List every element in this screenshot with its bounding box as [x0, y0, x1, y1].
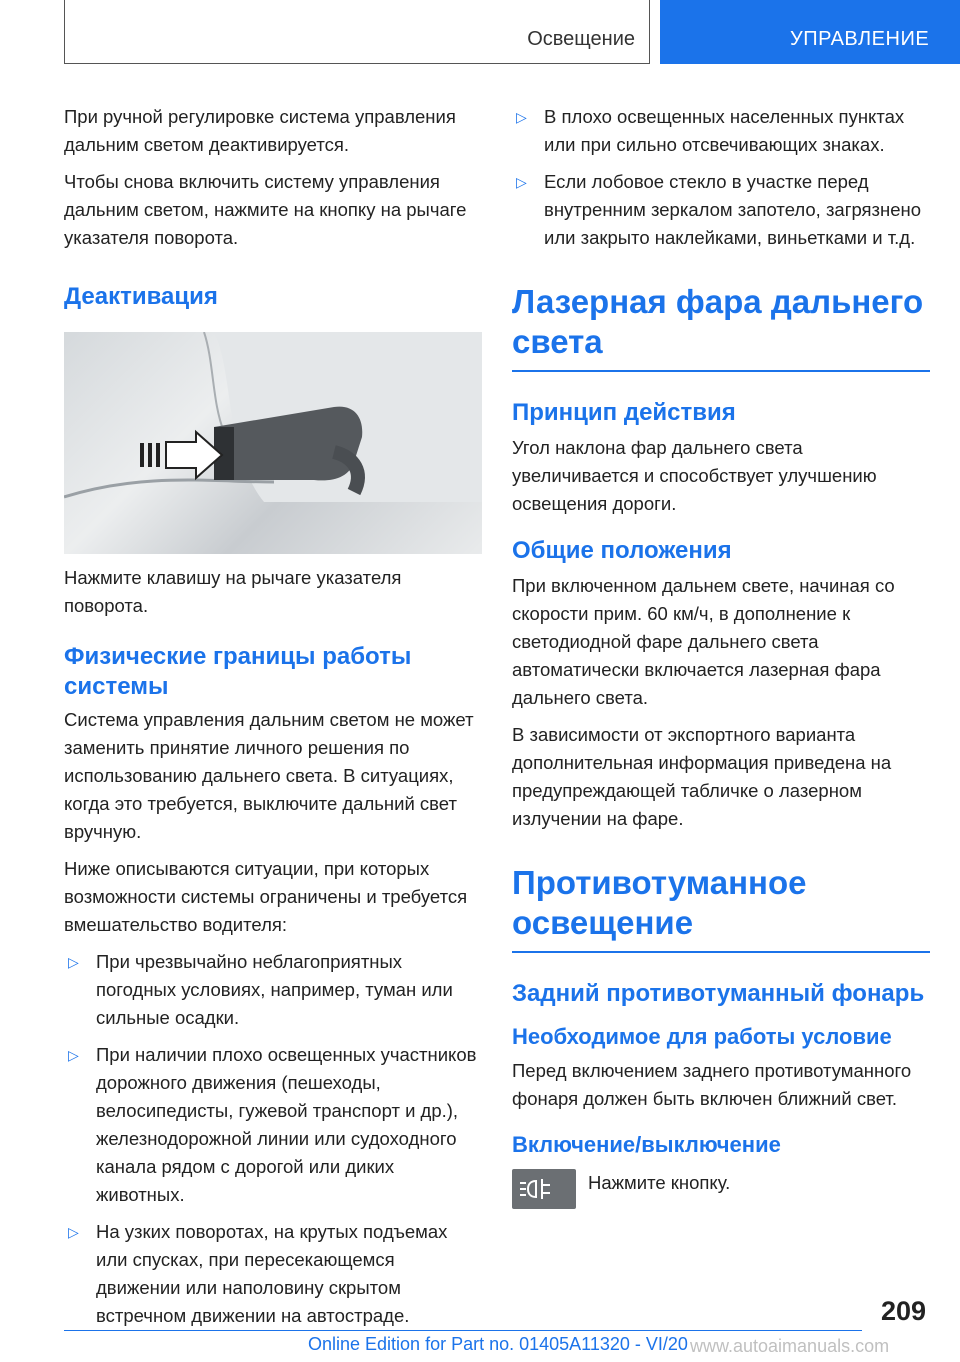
heading-general: Общие положения — [512, 537, 732, 564]
heading-condition: Необходимое для работы условие — [512, 1024, 892, 1049]
triangle-right-icon: ▷ — [516, 109, 527, 125]
footer-edition: Online Edition for Part no. 01405A11320 - VI/20 — [308, 1334, 688, 1354]
left-column — [64, 103, 482, 1339]
photo-caption: Нажмите клавишу на рычаге указателя поворота. — [64, 567, 402, 616]
list-item: ▷ Если лобовое стекло в участке перед внутренним зеркалом запотело, загрязнено или закрыто наклейками, виньетками и т.д. — [512, 168, 930, 252]
paragraph: Чтобы снова включить систему управления дальним светом, нажмите на кнопку на рычаге указателя поворота. — [64, 171, 467, 248]
footer-rule — [64, 1330, 862, 1331]
triangle-right-icon: ▷ — [68, 954, 79, 970]
paragraph: Угол наклона фар дальнего света увеличивается и способствует улучшению освещения дороги. — [512, 437, 877, 514]
list-item: ▷ При чрезвычайно неблагоприятных погодных условиях, например, туман или сильные осадки. — [64, 948, 482, 1032]
header-section-title: Освещение — [527, 28, 635, 50]
lever-illustration — [64, 332, 482, 554]
rear-fog-lamp-icon — [512, 1169, 576, 1209]
triangle-right-icon: ▷ — [68, 1224, 79, 1240]
header-chapter-title: УПРАВЛЕНИЕ — [790, 28, 930, 50]
heading-fog-lighting: Противотуманное освещение — [512, 863, 930, 953]
right-column — [512, 103, 930, 1209]
triangle-right-icon: ▷ — [516, 174, 527, 190]
rear-fog-lamp-button — [512, 1169, 576, 1209]
triangle-right-icon: ▷ — [68, 1047, 79, 1063]
fog-button-row — [512, 1169, 930, 1209]
heading-rear-fog-lamp: Задний противотуманный фонарь — [512, 980, 925, 1007]
limits-list — [64, 948, 482, 1330]
list-item: ▷ На узких поворотах, на крутых подъемах или спусках, при пересекающемся движении или наполовину скрытом встречном движении на автостраде. — [64, 1218, 482, 1330]
heading-principle: Принцип действия — [512, 399, 736, 426]
list-item: ▷ В плохо освещенных населенных пунктах или при сильно отсвечивающих знаках. — [512, 103, 930, 159]
list-item: ▷ При наличии плохо освещенных участников дорожного движения (пешеходы, велосипедисты, гужевой транспорт и др.), железнодорожной линии или судоходного канала рядом с дорогой или диких животных. — [64, 1041, 482, 1209]
paragraph: Перед включением заднего противотуманного фонаря должен быть включен ближний свет. — [512, 1060, 912, 1109]
header-section-tab — [64, 0, 650, 64]
paragraph: Система управления дальним светом не может заменить принятие личного решения по использованию дальнего света. В ситуациях, когда это требуется, выключите дальний свет вручную. — [64, 709, 474, 842]
heading-system-limits: Физические границы работы системы — [64, 643, 412, 700]
paragraph: В зависимости от экспортного варианта дополнительная информация приведена на предупреждающей табличке о лазерном излучении на фаре. — [512, 724, 892, 829]
watermark: www.autoaimanuals.com — [690, 1336, 890, 1356]
header-chapter-tab — [660, 0, 960, 64]
heading-laser-high-beam: Лазерная фара дальнего света — [512, 282, 930, 372]
paragraph: При ручной регулировке система управления дальним светом деактивируется. — [64, 106, 456, 155]
paragraph: При включенном дальнем свете, начиная со скорости прим. 60 км/ч, в дополнение к светодиодной фаре дальнего света автоматически включается лазерная фара дальнего света. — [512, 575, 895, 708]
heading-on-off: Включение/выключение — [512, 1132, 781, 1157]
press-button-text: Нажмите кнопку. — [588, 1172, 731, 1193]
heading-deactivation: Деактивация — [64, 283, 218, 310]
page-number: 209 — [880, 1296, 926, 1326]
limits-list-continued — [512, 103, 930, 252]
turn-signal-lever-photo — [64, 332, 482, 554]
paragraph: Ниже описываются ситуации, при которых возможности системы ограничены и требуется вмешательство водителя: — [64, 858, 468, 935]
